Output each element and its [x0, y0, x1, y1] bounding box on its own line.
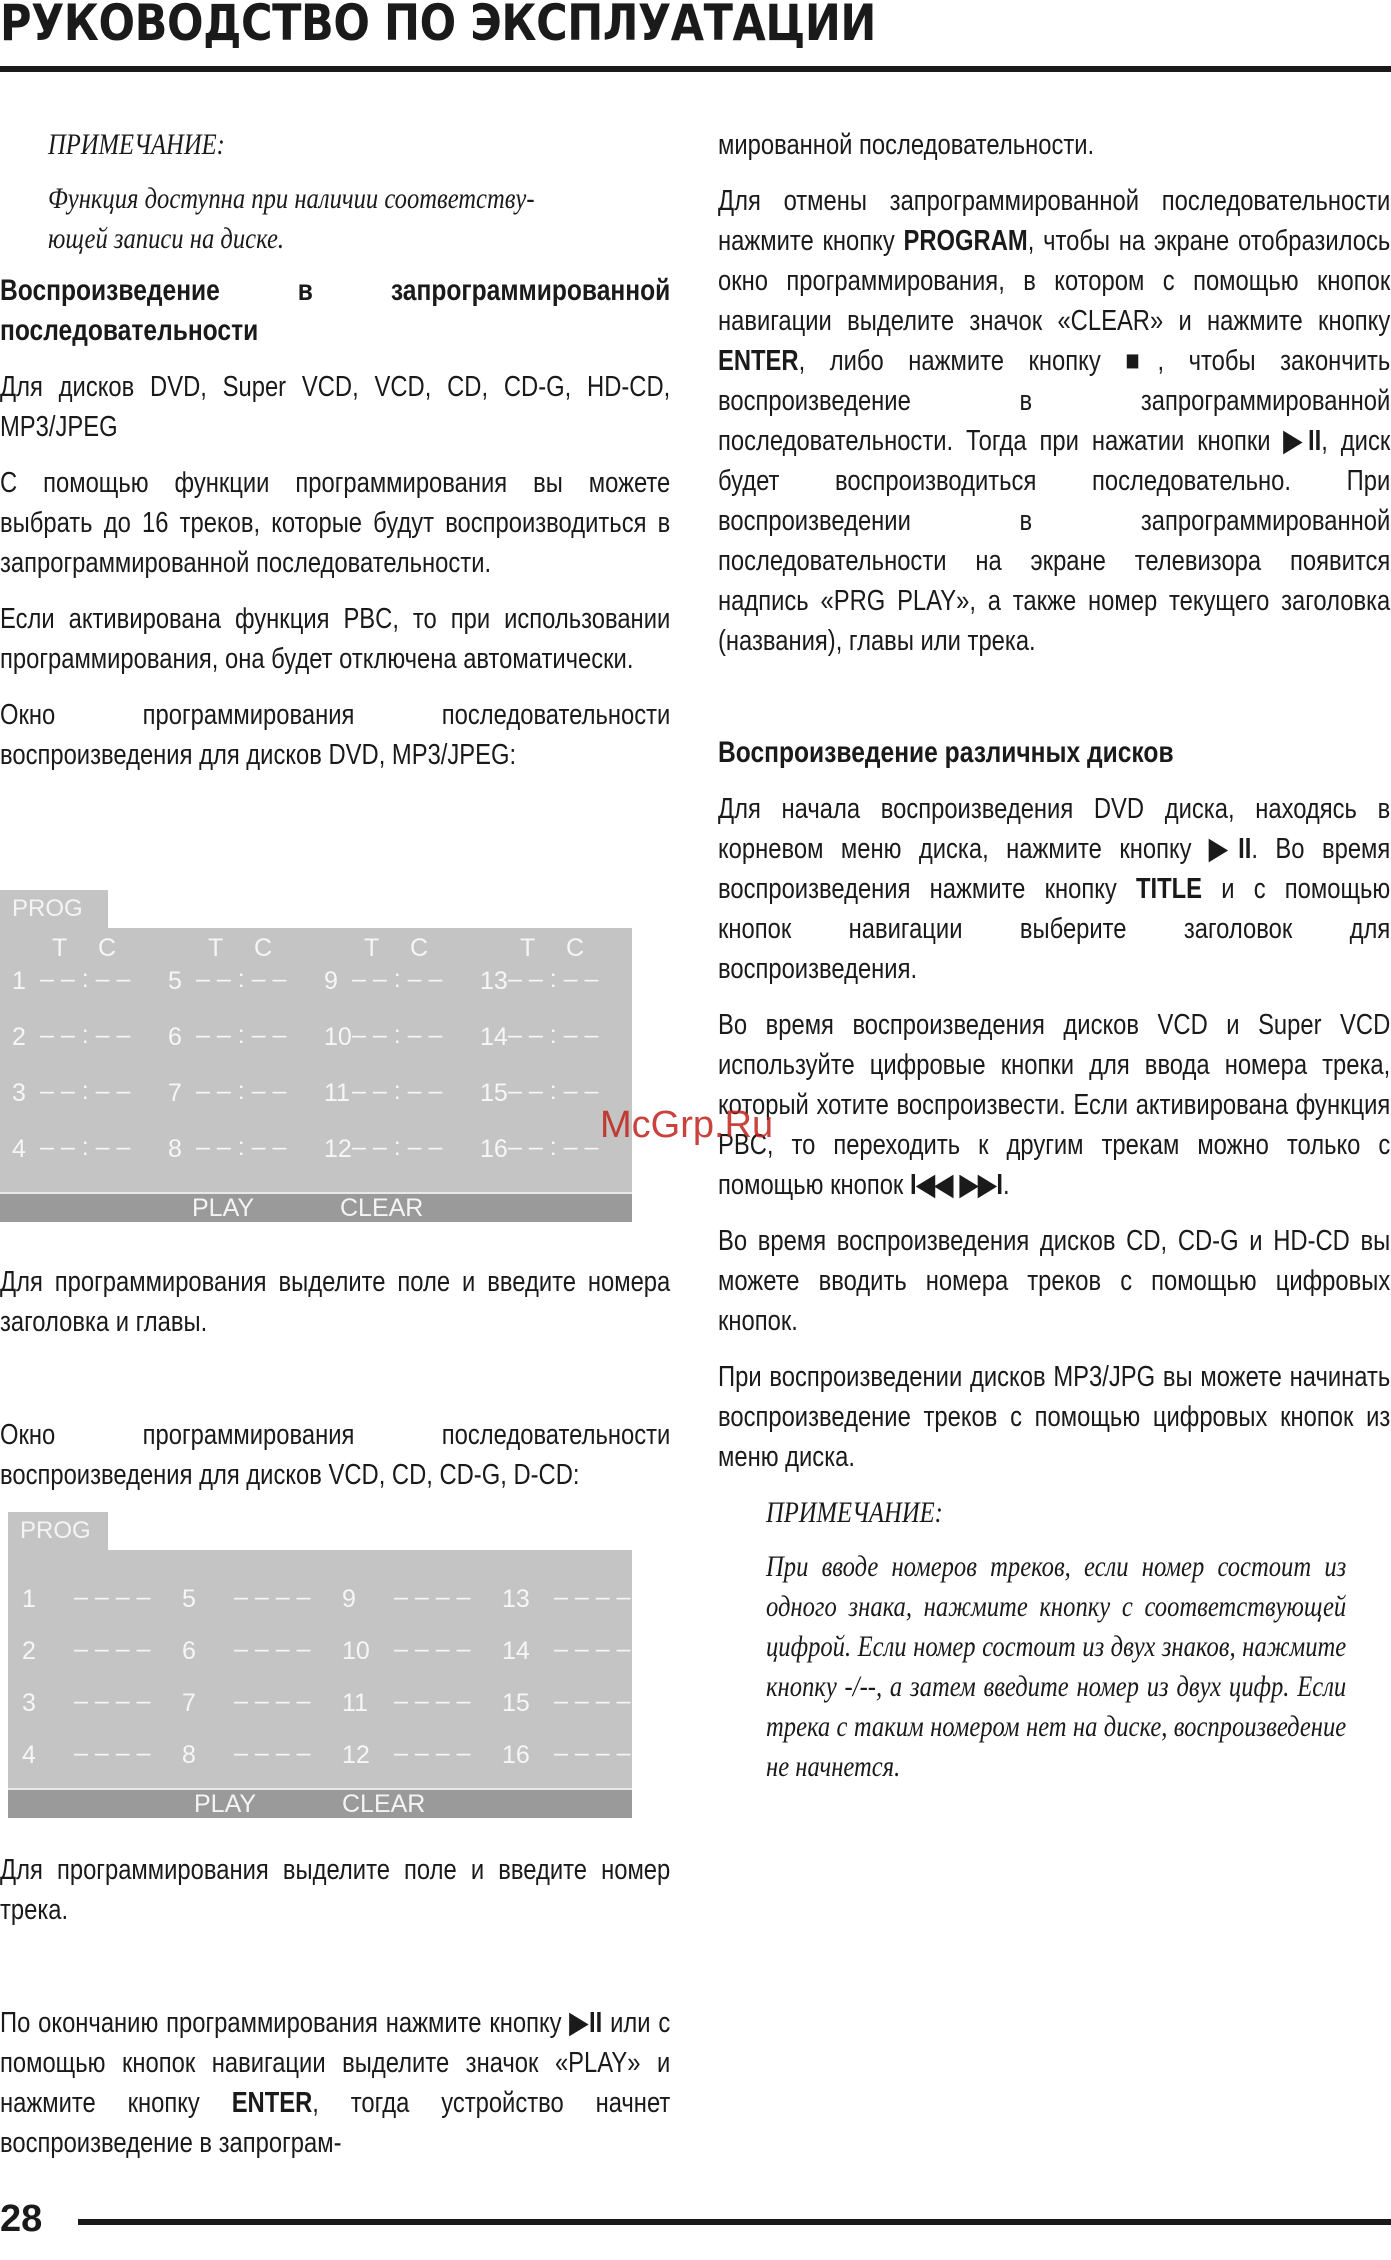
program-slot-value[interactable]: – – – – [74, 1583, 151, 1611]
enter-key: ENTER [718, 345, 799, 377]
paragraph-cd-playback: Во время воспроизведения дисков CD, CD-G и HD-CD вы можете вводить номера треков с помощью цифровых кнопок. [718, 1225, 1391, 1337]
program-slot-number: 3 [22, 1689, 36, 1717]
program-slot-number: 2 [12, 1023, 26, 1051]
page-title: РУКОВОДСТВО ПО ЭКСПЛУАТАЦИИ [0, 0, 876, 52]
program-slot-value[interactable]: – – – – [394, 1687, 471, 1715]
program-slot-value[interactable]: – – : – – [196, 1021, 287, 1049]
program-slot-value[interactable]: – – : – – [40, 965, 131, 993]
section-heading-programmed: Воспроизведение в запрограммированной последовательности [0, 274, 671, 347]
program-slot-value[interactable]: – – – – [554, 1687, 631, 1715]
program-slot-value[interactable]: – – – – [74, 1687, 151, 1715]
note-label-right: ПРИМЕЧАНИЕ: [766, 1496, 943, 1529]
paragraph-select-title: Для программирования выделите поле и введите номера заголовка и главы. [0, 1266, 671, 1338]
page-number: 28 [0, 2198, 43, 2240]
section-heading-discs: Воспроизведение различных дисков [718, 736, 1174, 769]
program-slot-value[interactable]: – – : – – [40, 1021, 131, 1049]
program-slot-number: 13 [502, 1585, 530, 1613]
paragraph-dvd-playback: Для начала воспроизведения DVD диска, находясь в корневом меню диска, нажмите кнопку ▶II. Во время воспроизведения нажмите кнопку TITLE и с помощью кнопок навигации выберите заголовок для воспроизведения. [718, 793, 1391, 985]
program-slot-number: 11 [342, 1689, 368, 1717]
prog-bar [0, 1192, 632, 1222]
program-window-vcd [8, 1512, 632, 1818]
program-slot-number: 7 [168, 1079, 182, 1107]
program-slot-value[interactable]: – – : – – [352, 1021, 443, 1049]
program-slot-number: 1 [12, 967, 26, 995]
program-slot-number: 12 [324, 1135, 352, 1163]
program-slot-value[interactable]: – – – – [74, 1635, 151, 1663]
column-header: T [208, 934, 224, 962]
prog-tab: PROG [8, 1512, 108, 1550]
title-key: TITLE [1135, 873, 1203, 905]
program-slot-value[interactable]: – – : – – [508, 1021, 599, 1049]
program-slot-value[interactable]: – – – – [394, 1583, 471, 1611]
column-header: C [566, 934, 585, 962]
stop-icon: ■ [1125, 345, 1158, 377]
clear-label[interactable]: CLEAR [340, 1194, 424, 1222]
program-slot-value[interactable]: – – : – – [508, 1133, 599, 1161]
note-text-line-1: Функция доступна при наличии соответству- [48, 182, 535, 215]
program-slot-value[interactable]: – – : – – [196, 1077, 287, 1105]
paragraph-pbc: Если активирована функция PBC, то при использовании программирования, она будет отключена автоматически. [0, 603, 671, 675]
program-slot-value[interactable]: – – – – [234, 1687, 311, 1715]
program-slot-number: 9 [342, 1585, 356, 1613]
program-key: PROGRAM [903, 225, 1028, 257]
program-slot-number: 7 [182, 1689, 196, 1717]
column-header: C [410, 934, 429, 962]
previous-track-icon: I◀◀ [909, 1169, 954, 1201]
paragraph-vcd-playback: Во время воспроизведения дисков VCD и Super VCD используйте цифровые кнопки для ввода номера трека, который хотите воспроизвести. Если активирована функция PBC, то переходить к другим трекам можно только с помощью кнопок I◀◀ ▶▶I. [718, 1009, 1391, 1201]
column-header: C [254, 934, 273, 962]
program-slot-value[interactable]: – – – – [234, 1635, 311, 1663]
paragraph-window-vcd: Окно программирования последовательности воспроизведения для дисков VCD, CD, CD-G, D-CD: [0, 1419, 671, 1491]
program-slot-value[interactable]: – – : – – [40, 1077, 131, 1105]
watermark: McGrp.Ru [600, 1104, 774, 1146]
left-column-bottom [0, 1850, 670, 2163]
play-pause-icon: ▶II [569, 2007, 603, 2039]
prog-panel [0, 928, 632, 1222]
program-window-dvd [0, 890, 632, 1222]
note-label: ПРИМЕЧАНИЕ: [48, 128, 225, 161]
program-slot-number: 10 [342, 1637, 370, 1665]
program-slot-value[interactable]: – – – – [554, 1583, 631, 1611]
program-slot-value[interactable]: – – : – – [508, 1077, 599, 1105]
program-slot-number: 11 [324, 1079, 350, 1107]
program-slot-number: 1 [22, 1585, 36, 1613]
paragraph-start-playback: По окончанию программирования нажмите кнопку ▶II или с помощью кнопок навигации выделите значок «PLAY» и нажмите кнопку ENTER, тогда устройство начнет воспроизведение в запрограм- [0, 2007, 671, 2159]
program-slot-value[interactable]: – – : – – [352, 965, 443, 993]
paragraph-mp3-playback: При воспроизведении дисков MP3/JPG вы можете начинать воспроизведение треков с помощью цифровых кнопок из меню диска. [718, 1361, 1391, 1473]
program-slot-number: 14 [480, 1023, 508, 1051]
program-slot-value[interactable]: – – : – – [352, 1077, 443, 1105]
paragraph-continued: мированной последовательности. [718, 129, 1095, 161]
program-slot-number: 15 [480, 1079, 508, 1107]
program-slot-number: 6 [168, 1023, 182, 1051]
header-rule [0, 66, 1391, 72]
column-header: T [364, 934, 380, 962]
clear-label[interactable]: CLEAR [342, 1790, 426, 1818]
program-slot-number: 5 [182, 1585, 196, 1613]
play-pause-icon: ▶II [1209, 833, 1252, 865]
program-slot-number: 4 [12, 1135, 26, 1163]
note-text-line-2: ющей записи на диске. [48, 222, 285, 255]
next-track-icon: ▶▶I [959, 1169, 1003, 1201]
program-slot-value[interactable]: – – – – [554, 1635, 631, 1663]
program-slot-number: 12 [342, 1741, 370, 1769]
column-header: T [520, 934, 536, 962]
program-slot-number: 14 [502, 1637, 530, 1665]
left-column-mid [0, 1262, 670, 1495]
paragraph-window-dvd: Окно программирования последовательности воспроизведения для дисков DVD, MP3/JPEG: [0, 699, 671, 771]
program-slot-number: 8 [168, 1135, 182, 1163]
footer-rule [78, 2219, 1391, 2225]
play-label[interactable]: PLAY [192, 1194, 255, 1222]
program-slot-value[interactable]: – – : – – [196, 965, 287, 993]
column-header: T [52, 934, 68, 962]
program-slot-number: 16 [480, 1135, 508, 1163]
play-label[interactable]: PLAY [194, 1790, 257, 1818]
prog-bar [8, 1788, 632, 1818]
program-slot-number: 4 [22, 1741, 36, 1769]
program-slot-number: 5 [168, 967, 182, 995]
prog-tab: PROG [0, 890, 108, 928]
enter-key: ENTER [231, 2087, 313, 2119]
program-slot-value[interactable]: – – : – – [352, 1133, 443, 1161]
program-slot-number: 2 [22, 1637, 36, 1665]
program-slot-number: 15 [502, 1689, 530, 1717]
paragraph-select-track: Для программирования выделите поле и введите номер трека. [0, 1854, 671, 1926]
program-slot-value[interactable]: – – – – [554, 1739, 631, 1767]
note-text-right: При вводе номеров треков, если номер состоит из одного знака, нажмите кнопку с соответствующей цифрой. Если номер состоит из двух знаков, нажмите кнопку -/--, а затем введите номер из двух цифр. Если трека с таким номером нет на диске, воспроизведение не начнется. [766, 1550, 1347, 1783]
paragraph-program-function: С помощью функции программирования вы можете выбрать до 16 треков, которые будут воспроизводиться в запрограммированной последовательности. [0, 467, 671, 579]
program-slot-number: 3 [12, 1079, 26, 1107]
program-slot-number: 13 [480, 967, 508, 995]
program-slot-value[interactable]: – – : – – [196, 1133, 287, 1161]
program-slot-value[interactable]: – – – – [394, 1635, 471, 1663]
paragraph-cancel-program: Для отмены запрограммированной последовательности нажмите кнопку PROGRAM, чтобы на экране отобразилось окно программирования, в котором с помощью кнопок навигации выделите значок «CLEAR» и нажмите кнопку ENTER, либо нажмите кнопку ■, чтобы закончить воспроизведение в запрограммированной последовательности. Тогда при нажатии кнопки ▶II, диск будет воспроизводиться последовательно. При воспроизведении в запрограммированной последовательности на экране телевизора появится надпись «PRG PLAY», а также номер текущего заголовка (названия), главы или трека. [718, 185, 1391, 657]
program-slot-value[interactable]: – – : – – [40, 1133, 131, 1161]
page-header [0, 0, 1391, 62]
program-slot-value[interactable]: – – : – – [508, 965, 599, 993]
program-slot-number: 10 [324, 1023, 352, 1051]
column-header: C [98, 934, 117, 962]
program-slot-number: 16 [502, 1741, 530, 1769]
program-slot-value[interactable]: – – – – [234, 1583, 311, 1611]
program-slot-value[interactable]: – – – – [74, 1739, 151, 1767]
program-slot-number: 9 [324, 967, 338, 995]
play-pause-icon: ▶II [1283, 425, 1322, 457]
program-slot-value[interactable]: – – – – [394, 1739, 471, 1767]
right-column [718, 125, 1390, 1787]
program-slot-number: 6 [182, 1637, 196, 1665]
prog-panel [8, 1550, 632, 1818]
program-slot-value[interactable]: – – – – [234, 1739, 311, 1767]
left-column [0, 125, 670, 775]
program-slot-number: 8 [182, 1741, 196, 1769]
paragraph-disc-types: Для дисков DVD, Super VCD, VCD, CD, CD-G, HD-CD, MP3/JPEG [0, 371, 671, 443]
